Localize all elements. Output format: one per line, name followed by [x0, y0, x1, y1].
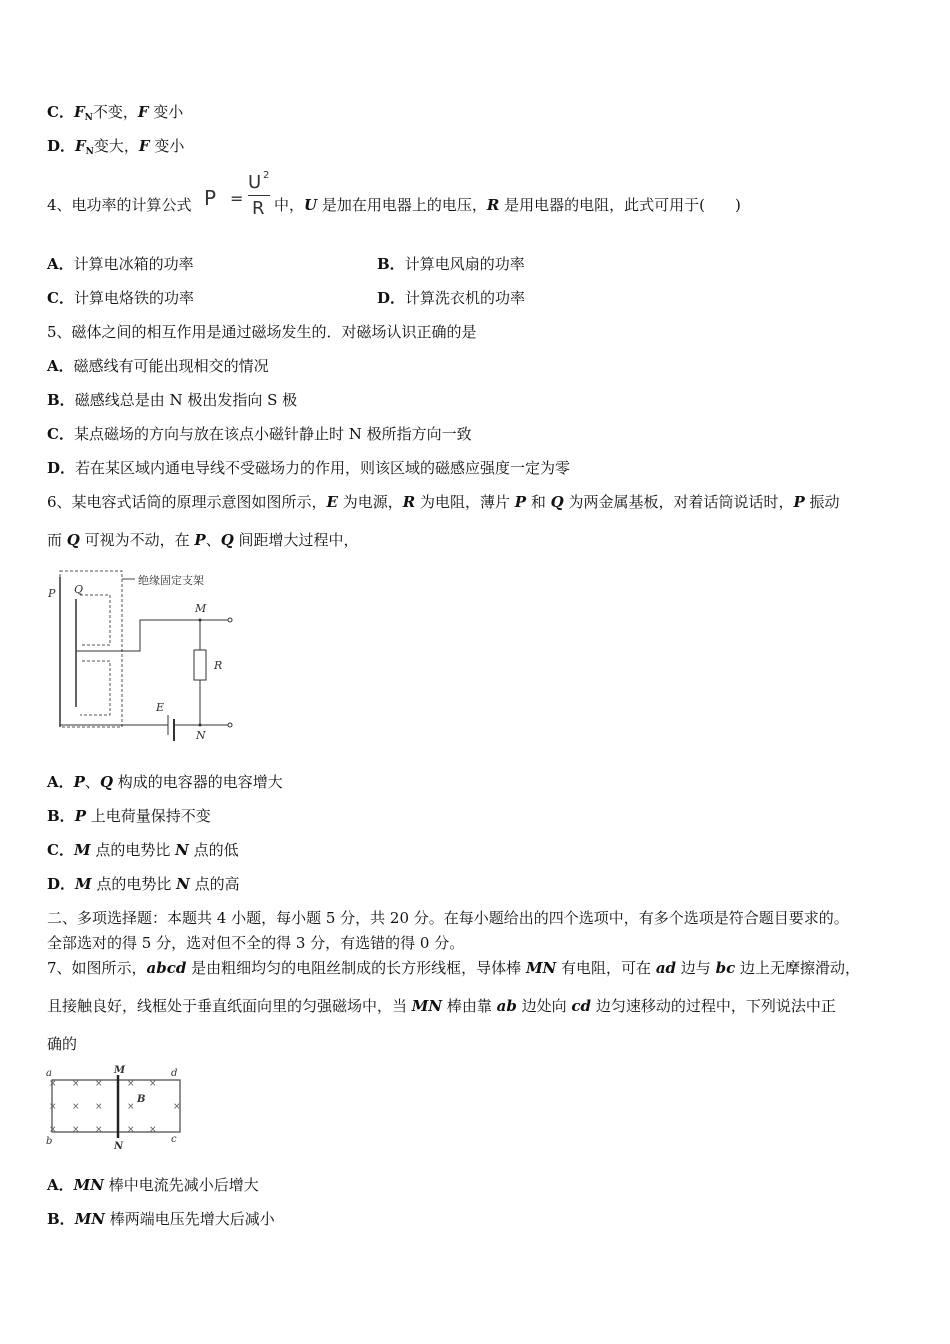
svg-text:×: × — [173, 1102, 181, 1112]
q6-option-c: C．M 点的电势比 N 点的低 — [47, 841, 239, 859]
svg-text:×: × — [72, 1102, 80, 1112]
q4-stem-rest: 中，U 是加在用电器上的电压，R 是用电器的电阻，此式可用于( ) — [274, 196, 741, 214]
q6-option-b: B．P 上电荷量保持不变 — [47, 807, 211, 825]
q7-stem-line1: 7、如图所示，abcd 是由粗细均匀的电阻丝制成的长方形线框，导体棒 MN 有电阻，可在 ad 边与 bc 边上无摩擦滑动， — [47, 959, 860, 977]
svg-text:×: × — [95, 1102, 103, 1112]
q6-stem-line1: 6、某电容式话筒的原理示意图如图所示，E 为电源，R 为电阻，薄片 P 和 Q 为两金属基板，对着话筒说话时，P 振动 — [47, 493, 840, 511]
svg-text:a: a — [46, 1068, 52, 1079]
resistor-r — [194, 650, 206, 680]
terminal-n — [228, 723, 232, 727]
support-label: 绝缘固定支架 — [138, 574, 204, 587]
q5-option-c: C．某点磁场的方向与放在该点小磁针静止时 N 极所指方向一致 — [47, 425, 472, 443]
q6-stem-line2: 而 Q 可视为不动，在 P、Q 间距增大过程中， — [47, 531, 359, 549]
support-frame — [60, 571, 122, 727]
q5-option-a: A．磁感线有可能出现相交的情况 — [47, 357, 269, 375]
terminal-m — [228, 618, 232, 622]
field-crosses — [49, 1079, 181, 1135]
q6-option-d: D．M 点的电势比 N 点的高 — [47, 875, 240, 893]
power-formula: P = U 2 R — [204, 170, 270, 219]
support-inner — [80, 595, 110, 715]
svg-text:N: N — [114, 1141, 124, 1150]
svg-text:c: c — [171, 1134, 177, 1145]
svg-text:P: P — [48, 587, 56, 600]
svg-text:×: × — [149, 1125, 157, 1135]
svg-text:×: × — [72, 1079, 80, 1089]
q4-option-d: D．计算洗衣机的功率 — [377, 289, 526, 307]
q4-option-b: B．计算电风扇的功率 — [377, 255, 525, 273]
svg-text:×: × — [149, 1079, 157, 1089]
svg-text:×: × — [49, 1125, 57, 1135]
svg-text:×: × — [127, 1079, 135, 1089]
svg-text:b: b — [46, 1136, 53, 1147]
svg-text:R: R — [214, 659, 223, 672]
microphone-circuit-diagram — [40, 565, 250, 745]
svg-text:×: × — [49, 1079, 57, 1089]
q5-stem: 5、磁体之间的相互作用是通过磁场发生的．对磁场认识正确的是 — [47, 323, 477, 341]
q4-option-c: C．计算电烙铁的功率 — [47, 289, 194, 307]
svg-text:B: B — [137, 1094, 146, 1105]
svg-text:×: × — [95, 1125, 103, 1135]
rectangular-frame-diagram — [42, 1062, 192, 1150]
q4-option-a: A．计算电冰箱的功率 — [47, 255, 194, 273]
svg-text:N: N — [196, 729, 206, 742]
q6-option-a: A．P、Q 构成的电容器的电容增大 — [47, 773, 283, 791]
q4-stem-prefix: 4、电功率的计算公式 — [47, 196, 192, 214]
q7-option-a: A．MN 棒中电流先减小后增大 — [47, 1176, 259, 1194]
q7-stem-line2: 且接触良好，线框处于垂直纸面向里的匀强磁场中，当 MN 棒由靠 ab 边处向 cd 边匀速移动的过程中，下列说法中正 — [47, 997, 836, 1015]
svg-text:d: d — [171, 1068, 178, 1079]
svg-text:M: M — [195, 602, 207, 615]
section2-line2: 全部选对的得 5 分，选对但不全的得 3 分，有选错的得 0 分。 — [47, 934, 465, 952]
fraction-bar — [248, 195, 270, 196]
svg-text:M: M — [114, 1065, 126, 1076]
svg-text:×: × — [49, 1102, 57, 1112]
q5-option-b: B．磁感线总是由 N 极出发指向 S 极 — [47, 391, 298, 409]
q3-option-d: D．$F_N$变大，F 变小 — [47, 137, 185, 157]
section2-line1: 二、多项选择题：本题共 4 小题，每小题 5 分，共 20 分。在每小题给出的四个选项中，有多个选项是符合题目要求的。 — [47, 909, 849, 927]
q7-option-b: B．MN 棒两端电压先增大后减小 — [47, 1210, 275, 1228]
q5-option-d: D．若在某区域内通电导线不受磁场力的作用，则该区域的磁感应强度一定为零 — [47, 459, 571, 477]
svg-text:E: E — [156, 701, 165, 714]
svg-text:×: × — [127, 1125, 135, 1135]
svg-text:×: × — [127, 1102, 135, 1112]
q7-stem-line3: 确的 — [47, 1035, 78, 1053]
svg-text:Q: Q — [74, 583, 84, 596]
svg-text:×: × — [72, 1125, 80, 1135]
svg-text:×: × — [95, 1079, 103, 1089]
q3-option-c: C．$F_N$不变，F 变小 — [47, 103, 184, 123]
